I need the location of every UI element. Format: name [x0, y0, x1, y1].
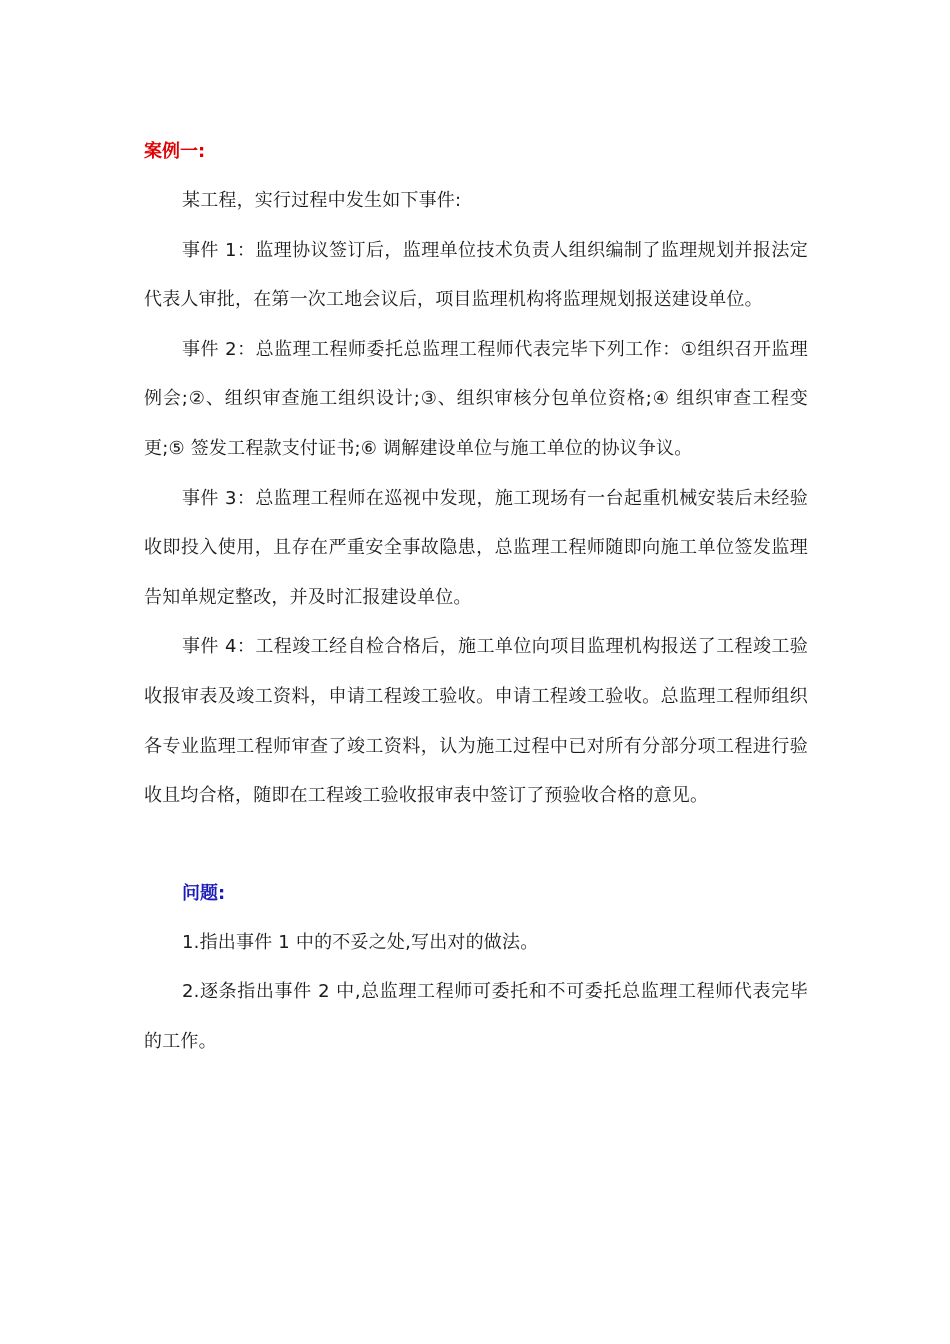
section-spacer	[144, 821, 808, 870]
question-heading: 问题:	[182, 882, 226, 904]
case-heading: 案例一:	[144, 141, 206, 162]
question-1: 1.指出事件 1 中的不妥之处,写出对的做法。	[182, 931, 539, 953]
event-3-paragraph: 事件 3：总监理工程师在巡视中发现，施工现场有一台起重机械安装后未经验收即投入使用，且存在严重安全事故隐患，总监理工程师随即向施工单位签发监理告知单规定整改，并及时汇报建设单位。	[144, 487, 808, 608]
event-4-paragraph: 事件 4：工程竣工经自检合格后，施工单位向项目监理机构报送了工程竣工验收报审表及竣工资料，申请工程竣工验收。申请工程竣工验收。总监理工程师组织各专业监理工程师审查了竣工资料，认为施工过程中已对所有分部分项工程进行验收且均合格，随即在工程竣工验收报审表中签订了预验收合格的意见。	[144, 636, 808, 807]
event-2-paragraph: 事件 2：总监理工程师委托总监理工程师代表完毕下列工作：①组织召开监理例会;②、组织审查施工组织设计;③、组织审核分包单位资格;④ 组织审查工程变更;⑤ 签发工程款支付证书;⑥ 调解建设单位与施工单位的协议争议。	[144, 338, 808, 459]
question-2: 2.逐条指出事件 2 中,总监理工程师可委托和不可委托总监理工程师代表完毕的工作。	[144, 981, 808, 1052]
document-body	[144, 128, 808, 1067]
event-1-paragraph: 事件 1：监理协议签订后，监理单位技术负责人组织编制了监理规划并报法定代表人审批，在第一次工地会议后，项目监理机构将监理规划报送建设单位。	[144, 239, 808, 311]
intro-paragraph: 某工程，实行过程中发生如下事件:	[182, 190, 462, 211]
